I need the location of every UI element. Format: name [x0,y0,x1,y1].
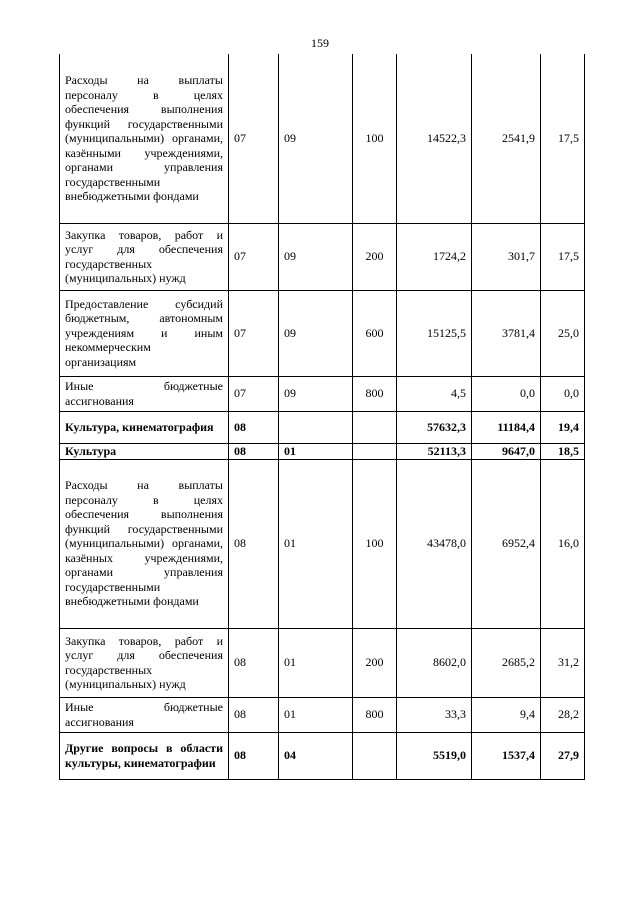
table-row [60,223,585,290]
budget-table [59,54,585,780]
actual-value-cell: 0,0 [472,376,541,411]
actual-value-cell: 3781,4 [472,290,541,376]
expense-type-cell [353,411,397,443]
table-row [60,628,585,697]
actual-value-cell: 301,7 [472,223,541,290]
subsection-code-cell: 01 [279,628,353,697]
plan-value-cell: 4,5 [397,376,472,411]
plan-value-cell: 5519,0 [397,732,472,779]
actual-value-cell: 2685,2 [472,628,541,697]
expense-type-cell: 200 [353,628,397,697]
row-name-cell: Культура [60,443,229,459]
row-name-cell: Закупка товаров, работ и услуг для обеспечения государственных (муниципальных) нужд [60,223,229,290]
percent-cell: 25,0 [541,290,585,376]
actual-value-cell: 11184,4 [472,411,541,443]
subsection-code-cell: 09 [279,290,353,376]
percent-cell: 27,9 [541,732,585,779]
table-row [60,290,585,376]
expense-type-cell: 100 [353,459,397,628]
row-name-cell: Другие вопросы в области культуры, кинематографии [60,732,229,779]
plan-value-cell: 14522,3 [397,54,472,223]
table-row [60,697,585,732]
row-name-cell: Культура, кинематография [60,411,229,443]
percent-cell: 28,2 [541,697,585,732]
plan-value-cell: 52113,3 [397,443,472,459]
section-code-cell: 08 [229,628,279,697]
section-code-cell: 08 [229,732,279,779]
actual-value-cell: 2541,9 [472,54,541,223]
plan-value-cell: 43478,0 [397,459,472,628]
plan-value-cell: 15125,5 [397,290,472,376]
row-name-cell: Расходы на выплаты персоналу в целях обеспечения выполнения функций государственными (муниципальными) органами, казёнными учреждениями, органами управления государственными внебюджетными фондами [60,54,229,223]
actual-value-cell: 9,4 [472,697,541,732]
plan-value-cell: 8602,0 [397,628,472,697]
percent-cell: 18,5 [541,443,585,459]
percent-cell: 31,2 [541,628,585,697]
subsection-code-cell: 01 [279,697,353,732]
section-code-cell: 08 [229,459,279,628]
expense-type-cell: 100 [353,54,397,223]
subsection-code-cell: 01 [279,443,353,459]
row-name-cell: Предоставление субсидий бюджетным, автономным учреждениям и иным некоммерческим организациям [60,290,229,376]
actual-value-cell: 1537,4 [472,732,541,779]
section-code-cell: 07 [229,290,279,376]
table-row [60,54,585,223]
expense-type-cell [353,732,397,779]
section-code-cell: 08 [229,411,279,443]
expense-type-cell: 800 [353,697,397,732]
subsection-code-cell: 09 [279,376,353,411]
page-number: 159 [311,36,329,50]
subsection-code-cell: 01 [279,459,353,628]
table-row [60,459,585,628]
section-code-cell: 07 [229,223,279,290]
section-code-cell: 07 [229,376,279,411]
expense-type-cell: 600 [353,290,397,376]
percent-cell: 0,0 [541,376,585,411]
section-code-cell: 08 [229,443,279,459]
table-row [60,443,585,459]
table-row [60,376,585,411]
section-code-cell: 07 [229,54,279,223]
actual-value-cell: 9647,0 [472,443,541,459]
percent-cell: 19,4 [541,411,585,443]
row-name-cell: Закупка товаров, работ и услуг для обеспечения государственных (муниципальных) нужд [60,628,229,697]
subsection-code-cell: 04 [279,732,353,779]
plan-value-cell: 57632,3 [397,411,472,443]
table-row [60,411,585,443]
actual-value-cell: 6952,4 [472,459,541,628]
section-code-cell: 08 [229,697,279,732]
expense-type-cell [353,443,397,459]
expense-type-cell: 200 [353,223,397,290]
subsection-code-cell [279,411,353,443]
row-name-cell: Иные бюджетные ассигнования [60,697,229,732]
percent-cell: 17,5 [541,223,585,290]
subsection-code-cell: 09 [279,54,353,223]
percent-cell: 17,5 [541,54,585,223]
plan-value-cell: 33,3 [397,697,472,732]
plan-value-cell: 1724,2 [397,223,472,290]
row-name-cell: Иные бюджетные ассигнования [60,376,229,411]
row-name-cell: Расходы на выплаты персоналу в целях обеспечения выполнения функций государственными (муниципальными) органами, казённых учреждениями, органами управления государственными внебюджетными фондами [60,459,229,628]
expense-type-cell: 800 [353,376,397,411]
table-row [60,732,585,779]
percent-cell: 16,0 [541,459,585,628]
subsection-code-cell: 09 [279,223,353,290]
